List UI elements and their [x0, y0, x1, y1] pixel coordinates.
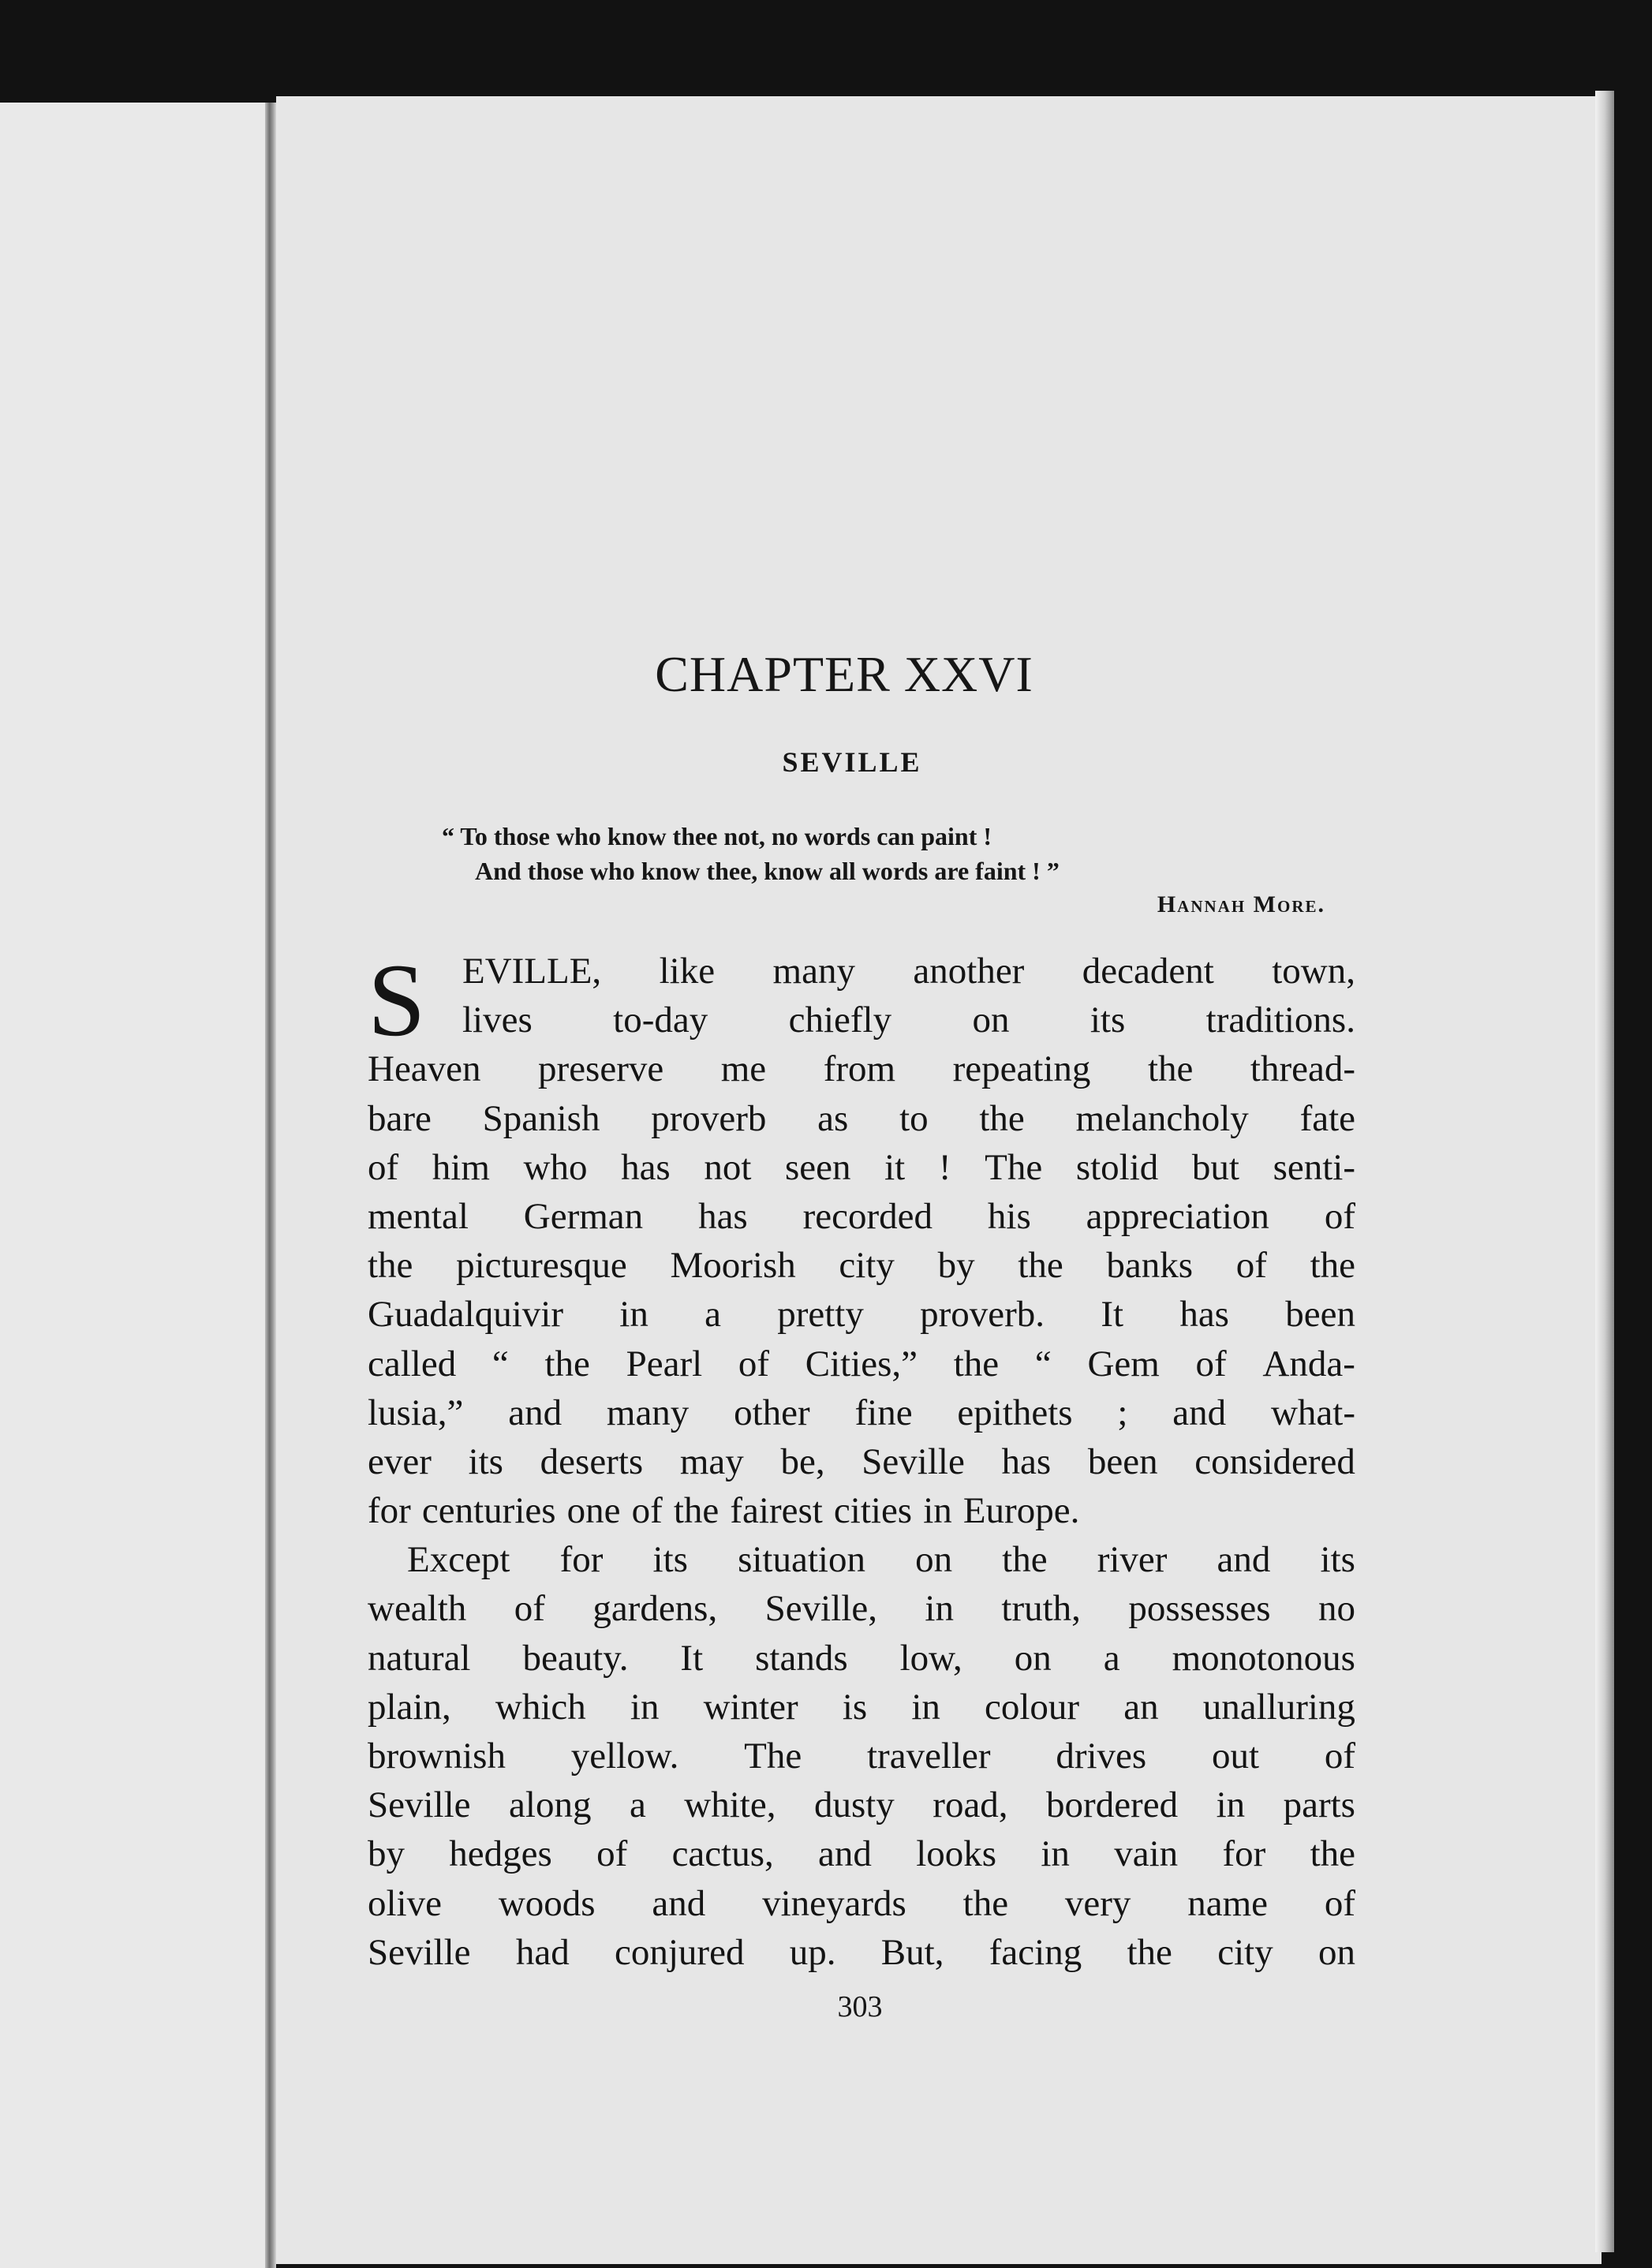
- drop-cap: S: [368, 942, 426, 1058]
- epigraph-line-2: And those who know thee, know all words are faint ! ”: [475, 857, 1060, 885]
- page-number: 303: [837, 1990, 883, 2023]
- text-line: the picturesque Moorish city by the banks of the: [368, 1245, 1355, 1287]
- text-line: brownish yellow. The traveller drives out of: [368, 1736, 1355, 1777]
- book-gutter: [265, 103, 276, 2268]
- chapter-title: CHAPTER XXVI: [655, 646, 1033, 702]
- epigraph-line-1: “ To those who know thee not, no words can paint !: [442, 822, 992, 850]
- text-line: EVILLE, like many another decadent town,: [462, 951, 1355, 992]
- text-line: lives to-day chiefly on its traditions.: [462, 999, 1355, 1041]
- text-line: Except for its situation on the river and its: [407, 1539, 1355, 1581]
- text-line: ever its deserts may be, Seville has been considered: [368, 1440, 1355, 1482]
- left-page: [0, 103, 268, 2268]
- text-line: called “ the Pearl of Cities,” the “ Gem of Anda-: [368, 1343, 1355, 1384]
- text-line: of him who has not seen it ! The stolid but senti-: [368, 1146, 1355, 1188]
- text-line: olive woods and vineyards the very name of: [368, 1882, 1355, 1924]
- text-line: Guadalquivir in a pretty proverb. It has been: [368, 1294, 1355, 1336]
- section-title: SEVILLE: [782, 746, 922, 778]
- paragraph-1: [368, 942, 1355, 1535]
- page-edge: [1595, 91, 1614, 2252]
- text-line: Seville had conjured up. But, facing the city on: [368, 1931, 1355, 1973]
- text-line: natural beauty. It stands low, on a monotonous: [368, 1637, 1355, 1679]
- text-line: lusia,” and many other fine epithets ; and what-: [368, 1392, 1355, 1433]
- text-line: Seville along a white, dusty road, bordered in parts: [368, 1784, 1355, 1826]
- body-text: [368, 942, 1355, 1977]
- text-line: wealth of gardens, Seville, in truth, possesses no: [368, 1588, 1355, 1630]
- text-line: for centuries one of the fairest cities in Europe.: [368, 1490, 1080, 1532]
- text-line: mental German has recorded his appreciation of: [368, 1195, 1355, 1237]
- epigraph: [442, 819, 1341, 888]
- paragraph-2: [368, 1535, 1355, 1977]
- text-line: by hedges of cactus, and looks in vain for the: [368, 1833, 1355, 1875]
- text-line: plain, which in winter is in colour an unalluring: [368, 1686, 1355, 1728]
- text-line: bare Spanish proverb as to the melancholy fate: [368, 1097, 1355, 1139]
- epigraph-attribution: Hannah More.: [1157, 891, 1325, 917]
- text-line: Heaven preserve me from repeating the thread-: [368, 1048, 1355, 1090]
